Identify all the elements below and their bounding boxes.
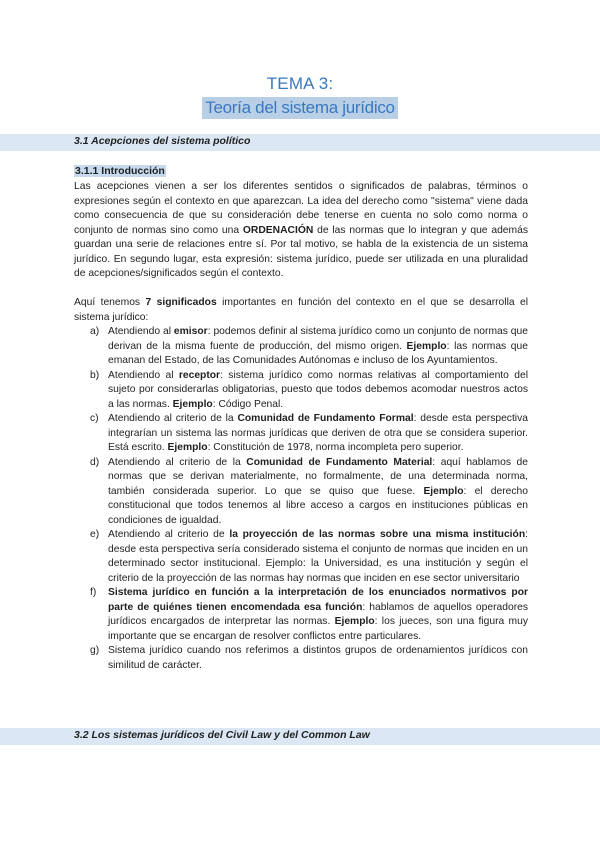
item-text: : los jueces, son una figura muy importante que se encargan de resolver conflictos entre particulares. bbox=[108, 616, 528, 642]
list-item bbox=[74, 456, 528, 529]
item-text: : las normas que emanan del Estado, de las Comunidades Autónomas e incluso de los Ayuntamientos. bbox=[108, 340, 528, 366]
item-text: Sistema jurídico cuando nos referimos a distintos grupos de ordenamientos jurídicos con similitud de carácter. bbox=[108, 645, 528, 671]
item-bold: Ejemplo bbox=[423, 485, 464, 497]
item-text: : Código Penal. bbox=[212, 398, 284, 410]
item-bold: Comunidad de Fundamento Material bbox=[246, 456, 433, 468]
item-bold: Ejemplo bbox=[167, 442, 208, 453]
item-bold: Ejemplo bbox=[406, 340, 447, 352]
item-text: Atendiendo al criterio de la bbox=[108, 413, 238, 424]
item-text: : desde esta perspectiva sería considerado sistema el conjunto de normas que inciden en un determinado sector institucional. Ejemplo: la Universidad, es una institución y según el criterio de la proyección de las normas hay normas que inciden en ese sector universitario bbox=[108, 529, 528, 584]
list-item bbox=[74, 369, 528, 413]
intro-text: Las acepciones vienen a ser los diferentes sentidos o significados de palabras, términos o expresiones según el contexto en que aparezcan. La idea del derecho como "sistema" viene dada como consecuencia de que su consideración debe tenerse en cuenta no solo como norma o conjunto de normas sino como una bbox=[74, 181, 528, 236]
list-item bbox=[74, 528, 528, 586]
meanings-bold: 7 significados bbox=[145, 297, 217, 308]
item-bold: Ejemplo bbox=[172, 398, 213, 410]
list-item bbox=[74, 644, 528, 673]
chapter-subtitle-wrapper bbox=[0, 97, 600, 119]
item-text: : Constitución de 1978, norma incompleta pero superior. bbox=[207, 442, 464, 453]
intro-text-end: de las normas que lo integran y que además guardan una serie de relaciones entre sí. Por tal motivo, se habla de la existencia de un sistema jurídico. En segundo lugar, esta expresión: sistema jurídico, puede ser utilizada en una pluralidad de acepciones/significados según el contexto. bbox=[74, 224, 528, 279]
item-text: Atendiendo al criterio de bbox=[108, 529, 230, 540]
item-text: : hablamos de aquellos operadores jurídicos encargados de interpretar las normas. bbox=[108, 601, 528, 627]
item-bold: receptor bbox=[178, 369, 221, 381]
item-text: : aquí hablamos de normas que se derivan materialmente, no formalmente, de una determinada norma, también considerada superior. Lo que se quiso que fuese. bbox=[108, 456, 528, 497]
chapter-subtitle: Teoría del sistema jurídico bbox=[202, 97, 397, 119]
list-item bbox=[74, 412, 528, 456]
item-text: Atendiendo al criterio de la bbox=[108, 456, 247, 468]
item-bold: Comunidad de Fundamento Formal bbox=[237, 413, 414, 424]
list-marker: e) bbox=[90, 529, 100, 540]
section-heading: 3.2 Los sistemas jurídicos del Civil Law y del Common Law bbox=[74, 729, 370, 741]
list-marker: f) bbox=[90, 587, 97, 598]
chapter-title: TEMA 3: bbox=[266, 74, 334, 93]
section-heading: 3.1 Acepciones del sistema político bbox=[74, 135, 251, 147]
list-marker: c) bbox=[90, 413, 99, 424]
item-bold: emisor bbox=[173, 326, 208, 337]
list-marker: a) bbox=[90, 326, 100, 337]
list-item bbox=[74, 586, 528, 644]
item-text: : podemos definir al sistema jurídico como un conjunto de normas que derivan de la misma fuente de producción, del mismo origen. bbox=[108, 326, 528, 352]
list-item bbox=[74, 325, 528, 369]
meanings-paragraph bbox=[74, 296, 528, 325]
meanings-text-end: importantes en función del contexto en el que se desarrolla el sistema jurídico: bbox=[74, 297, 528, 323]
list-marker: b) bbox=[90, 369, 100, 381]
item-bold: Ejemplo bbox=[334, 616, 375, 627]
item-bold: la proyección de las normas sobre una misma institución bbox=[229, 529, 526, 540]
section-heading-bar bbox=[0, 134, 600, 151]
intro-bold: ORDENACIÓN bbox=[242, 224, 314, 236]
item-text: : el derecho constitucional que todos tenemos al libre acceso a cargos en instituciones públicas en condiciones de igualdad. bbox=[108, 485, 528, 526]
item-text: Atendiendo al bbox=[108, 326, 174, 337]
list-marker: d) bbox=[90, 456, 100, 468]
item-text: : desde esta perspectiva integrarían un sistema las normas jurídicas que deriven de otra que se considera superior. Está escrito. bbox=[108, 413, 528, 453]
intro-paragraph bbox=[74, 180, 528, 282]
meanings-list bbox=[74, 325, 528, 673]
item-bold: Sistema jurídico en función a la interpretación de los enunciados normativos por parte de quiénes tienen encomendada esa función bbox=[108, 587, 528, 613]
item-text: : sistema jurídico como normas relativas al comportamiento del sujeto por considerarlas obligatorias, puesto que todos debemos acomodar nuestros actos a las normas. bbox=[108, 369, 528, 410]
list-marker: g) bbox=[90, 645, 100, 656]
meanings-text: Aquí tenemos bbox=[74, 297, 146, 308]
item-text: Atendiendo al bbox=[108, 369, 179, 381]
subsection-heading: 3.1.1 Introducción bbox=[75, 165, 165, 177]
section-heading-bar bbox=[0, 728, 600, 745]
